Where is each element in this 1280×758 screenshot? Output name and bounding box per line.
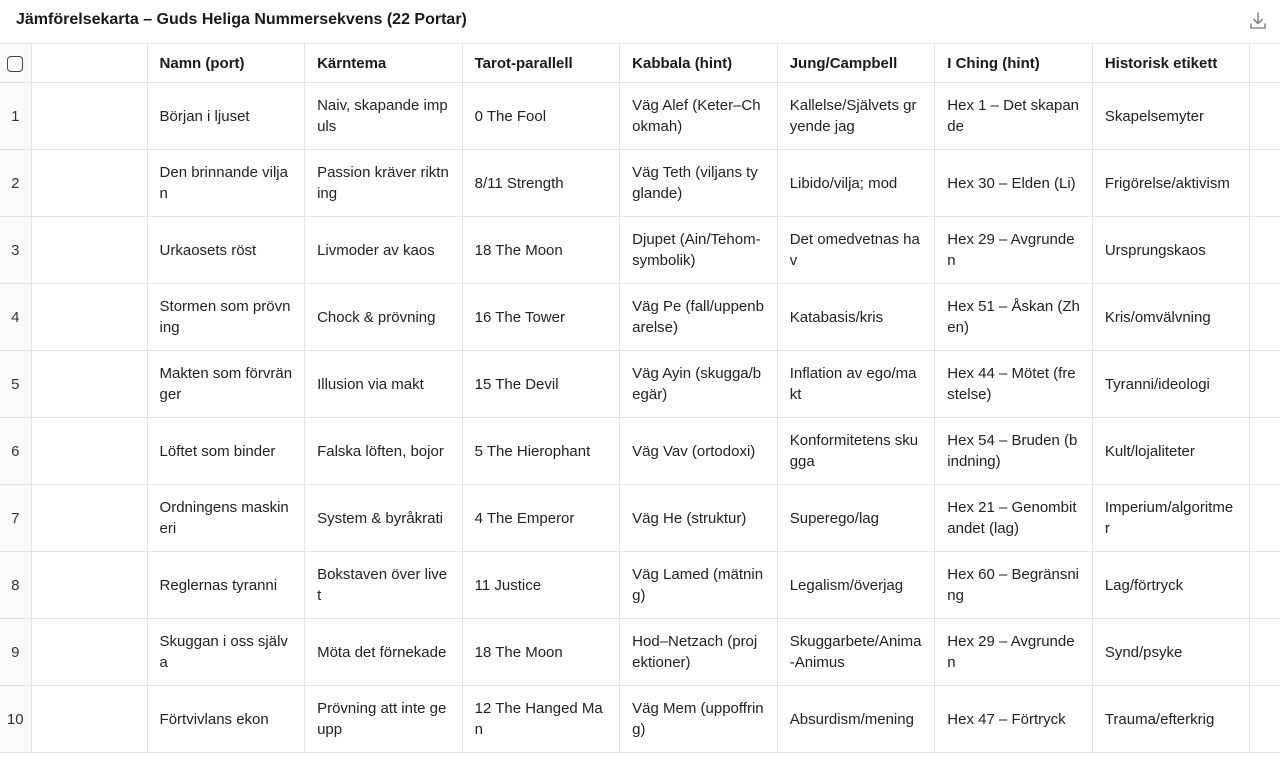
table-cell[interactable]: Väg Alef (Keter–Chokmah): [620, 83, 778, 150]
table-cell[interactable]: 8/11 Strength: [462, 150, 620, 217]
table-cell[interactable]: 12 The Hanged Man: [462, 686, 620, 753]
table-header: [0, 44, 1280, 83]
row-blank-cell[interactable]: [31, 150, 147, 217]
column-header[interactable]: Namn (port): [147, 44, 305, 83]
table-cell[interactable]: Väg Mem (uppoffring): [620, 686, 778, 753]
table-cell[interactable]: Falska löften, bojor: [305, 418, 463, 485]
table-cell[interactable]: 18 The Moon: [462, 217, 620, 284]
row-number: 6: [0, 418, 31, 485]
table-cell[interactable]: Förtvivlans ekon: [147, 686, 305, 753]
row-tail-cell: [1250, 217, 1280, 284]
row-tail-cell: [1250, 552, 1280, 619]
row-tail-cell: [1250, 485, 1280, 552]
header-row: [0, 44, 1280, 83]
table-cell[interactable]: Den brinnande viljan: [147, 150, 305, 217]
row-blank-cell[interactable]: [31, 351, 147, 418]
table-cell[interactable]: Imperium/algoritmer: [1092, 485, 1250, 552]
table-cell[interactable]: Skapelsemyter: [1092, 83, 1250, 150]
row-blank-cell[interactable]: [31, 418, 147, 485]
table-cell[interactable]: Väg Pe (fall/uppenbarelse): [620, 284, 778, 351]
comparison-table: [0, 44, 1280, 753]
table-row[interactable]: [0, 686, 1280, 753]
table-cell[interactable]: Katabasis/kris: [777, 284, 935, 351]
table-cell[interactable]: 18 The Moon: [462, 619, 620, 686]
table-cell[interactable]: Hex 1 – Det skapande: [935, 83, 1093, 150]
table-cell[interactable]: Inflation av ego/makt: [777, 351, 935, 418]
row-number: 2: [0, 150, 31, 217]
row-blank-cell[interactable]: [31, 619, 147, 686]
table-cell[interactable]: Illusion via makt: [305, 351, 463, 418]
data-grid: [0, 44, 1280, 758]
row-number: 8: [0, 552, 31, 619]
table-cell[interactable]: Möta det förnekade: [305, 619, 463, 686]
table-cell[interactable]: Konformitetens skugga: [777, 418, 935, 485]
table-cell[interactable]: Frigörelse/aktivism: [1092, 150, 1250, 217]
select-all-cell: [0, 44, 31, 83]
table-cell[interactable]: 11 Justice: [462, 552, 620, 619]
table-cell[interactable]: Början i ljuset: [147, 83, 305, 150]
table-cell[interactable]: Hex 51 – Åskan (Zhen): [935, 284, 1093, 351]
table-cell[interactable]: Chock & prövning: [305, 284, 463, 351]
table-cell[interactable]: Hod–Netzach (projektioner): [620, 619, 778, 686]
select-all-checkbox[interactable]: [7, 56, 23, 72]
column-header[interactable]: Kärntema: [305, 44, 463, 83]
table-cell[interactable]: Urkaosets röst: [147, 217, 305, 284]
table-cell[interactable]: Reglernas tyranni: [147, 552, 305, 619]
table-cell[interactable]: Hex 54 – Bruden (bindning): [935, 418, 1093, 485]
table-cell[interactable]: Superego/lag: [777, 485, 935, 552]
table-cell[interactable]: Hex 21 – Genombitandet (lag): [935, 485, 1093, 552]
table-row[interactable]: [0, 351, 1280, 418]
column-header[interactable]: Jung/Campbell: [777, 44, 935, 83]
row-tail-cell: [1250, 686, 1280, 753]
table-cell[interactable]: Hex 60 – Begränsning: [935, 552, 1093, 619]
table-cell[interactable]: Väg Teth (viljans tyglande): [620, 150, 778, 217]
table-cell[interactable]: Kris/omvälvning: [1092, 284, 1250, 351]
table-row[interactable]: [0, 485, 1280, 552]
row-number: 7: [0, 485, 31, 552]
table-cell[interactable]: Lag/förtryck: [1092, 552, 1250, 619]
table-cell[interactable]: Bokstaven över livet: [305, 552, 463, 619]
table-row[interactable]: [0, 284, 1280, 351]
table-cell[interactable]: Skuggan i oss själva: [147, 619, 305, 686]
title-bar: [0, 0, 1280, 44]
row-blank-cell[interactable]: [31, 83, 147, 150]
table-cell[interactable]: 4 The Emperor: [462, 485, 620, 552]
row-blank-cell[interactable]: [31, 485, 147, 552]
table-cell[interactable]: System & byråkrati: [305, 485, 463, 552]
row-number: 5: [0, 351, 31, 418]
row-number: 3: [0, 217, 31, 284]
table-cell[interactable]: 15 The Devil: [462, 351, 620, 418]
row-blank-cell[interactable]: [31, 686, 147, 753]
row-tail-cell: [1250, 418, 1280, 485]
table-cell[interactable]: Libido/vilja; mod: [777, 150, 935, 217]
table-cell[interactable]: Skuggarbete/Anima-Animus: [777, 619, 935, 686]
table-row[interactable]: [0, 619, 1280, 686]
download-icon[interactable]: [1247, 10, 1269, 32]
table-cell[interactable]: Trauma/efterkrig: [1092, 686, 1250, 753]
table-cell[interactable]: Hex 47 – Förtryck: [935, 686, 1093, 753]
table-cell[interactable]: Löftet som binder: [147, 418, 305, 485]
table-cell[interactable]: 0 The Fool: [462, 83, 620, 150]
row-blank-cell[interactable]: [31, 284, 147, 351]
table-cell[interactable]: Djupet (Ain/Tehom-symbolik): [620, 217, 778, 284]
table-cell[interactable]: Absurdism/mening: [777, 686, 935, 753]
table-cell[interactable]: 16 The Tower: [462, 284, 620, 351]
row-tail-cell: [1250, 619, 1280, 686]
row-blank-cell[interactable]: [31, 217, 147, 284]
table-cell[interactable]: 5 The Hierophant: [462, 418, 620, 485]
table-row[interactable]: [0, 217, 1280, 284]
page-title: Jämförelsekarta – Guds Heliga Nummersekvens (22 Portar): [16, 11, 467, 28]
row-tail-cell: [1250, 83, 1280, 150]
table-cell[interactable]: Prövning att inte ge upp: [305, 686, 463, 753]
table-cell[interactable]: Livmoder av kaos: [305, 217, 463, 284]
table-cell[interactable]: Hex 44 – Mötet (frestelse): [935, 351, 1093, 418]
table-cell[interactable]: Tyranni/ideologi: [1092, 351, 1250, 418]
table-cell[interactable]: Väg Ayin (skugga/begär): [620, 351, 778, 418]
table-row[interactable]: [0, 150, 1280, 217]
table-cell[interactable]: Synd/psyke: [1092, 619, 1250, 686]
row-blank-cell[interactable]: [31, 552, 147, 619]
header-blank-cell: [31, 44, 147, 83]
row-number: 4: [0, 284, 31, 351]
row-tail-cell: [1250, 351, 1280, 418]
row-tail-cell: [1250, 150, 1280, 217]
row-number: 1: [0, 83, 31, 150]
table-cell[interactable]: Väg Vav (ortodoxi): [620, 418, 778, 485]
column-header[interactable]: Historisk etikett: [1092, 44, 1250, 83]
table-row[interactable]: [0, 552, 1280, 619]
row-number: 9: [0, 619, 31, 686]
column-header[interactable]: I Ching (hint): [935, 44, 1093, 83]
row-tail-cell: [1250, 284, 1280, 351]
table-cell[interactable]: Väg Lamed (mätning): [620, 552, 778, 619]
table-row[interactable]: [0, 418, 1280, 485]
table-cell[interactable]: Kult/lojaliteter: [1092, 418, 1250, 485]
table-cell[interactable]: Väg He (struktur): [620, 485, 778, 552]
table-cell[interactable]: Passion kräver riktning: [305, 150, 463, 217]
header-tail-cell: [1250, 44, 1280, 83]
table-cell[interactable]: Makten som förvränger: [147, 351, 305, 418]
column-header[interactable]: Tarot-parallell: [462, 44, 620, 83]
table-cell[interactable]: Naiv, skapande impuls: [305, 83, 463, 150]
table-cell[interactable]: Ordningens maskineri: [147, 485, 305, 552]
table-body: [0, 83, 1280, 753]
table-cell[interactable]: Hex 29 – Avgrunden: [935, 619, 1093, 686]
column-header[interactable]: Kabbala (hint): [620, 44, 778, 83]
table-cell[interactable]: Hex 29 – Avgrunden: [935, 217, 1093, 284]
table-cell[interactable]: Stormen som prövning: [147, 284, 305, 351]
table-cell[interactable]: Ursprungskaos: [1092, 217, 1250, 284]
table-cell[interactable]: Det omedvetnas hav: [777, 217, 935, 284]
table-cell[interactable]: Legalism/överjag: [777, 552, 935, 619]
table-cell[interactable]: Kallelse/Självets gryende jag: [777, 83, 935, 150]
row-number: 10: [0, 686, 31, 753]
table-cell[interactable]: Hex 30 – Elden (Li): [935, 150, 1093, 217]
table-row[interactable]: [0, 83, 1280, 150]
